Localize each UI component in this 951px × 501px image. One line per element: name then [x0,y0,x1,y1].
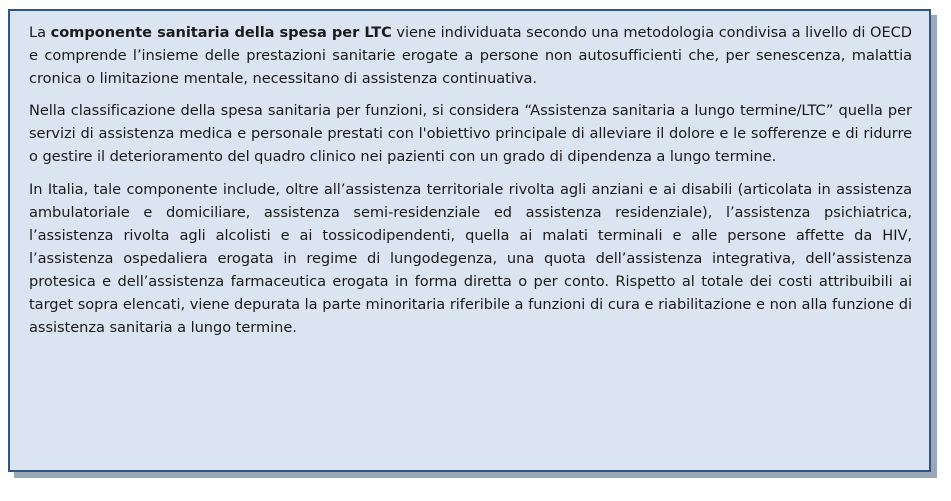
paragraph-classification: Nella classificazione della spesa sanitaria per funzioni, si considera “Assistenza sanitaria a lungo termine/LTC” quella per servizi di assistenza medica e personale prestati con l'obiettivo principale di alleviare il dolore e le sofferenze e di ridurre o gestire il deterioramento del quadro clinico nei pazienti con un grado di dipendenza a lungo termine. [29,102,912,165]
paragraph-italy-components: In Italia, tale componente include, oltre all’assistenza territoriale rivolta agli anziani e ai disabili (articolata in assistenza ambulatoriale e domiciliare, assistenza semi-residenziale ed assistenza residenziale), l’assistenza psichiatrica, l’assistenza rivolta agli alcolisti e ai tossicodipendenti, quella ai malati terminali e alle persone affette da HIV, l’assistenza ospedaliera erogata in regime di lungodegenza, una quota dell’assistenza integrativa, dell’assistenza protesica e dell’assistenza farmaceutica erogata in forma diretta o per conto. Rispetto al totale dei costi attribuibili ai target sopra elencati, viene depurata la parte minoritaria riferibile a funzioni di cura e riabilitazione e non alla funzione di assistenza sanitaria a lungo termine. [29,181,912,336]
paragraph-1-prefix: La [29,24,51,41]
paragraph-1-bold-term: componente sanitaria della spesa per LTC [50,24,392,41]
text-box [8,9,931,472]
paragraph-ltc-definition [29,21,912,90]
paragraph-1-suffix: viene individuata secondo una metodologia condivisa a livello di OECD e comprende l’insieme delle prestazioni sanitarie erogate a persone non autosufficienti che, per senescenza, malattia cronica o limitazione mentale, necessitano di assistenza continuativa. [29,24,912,87]
